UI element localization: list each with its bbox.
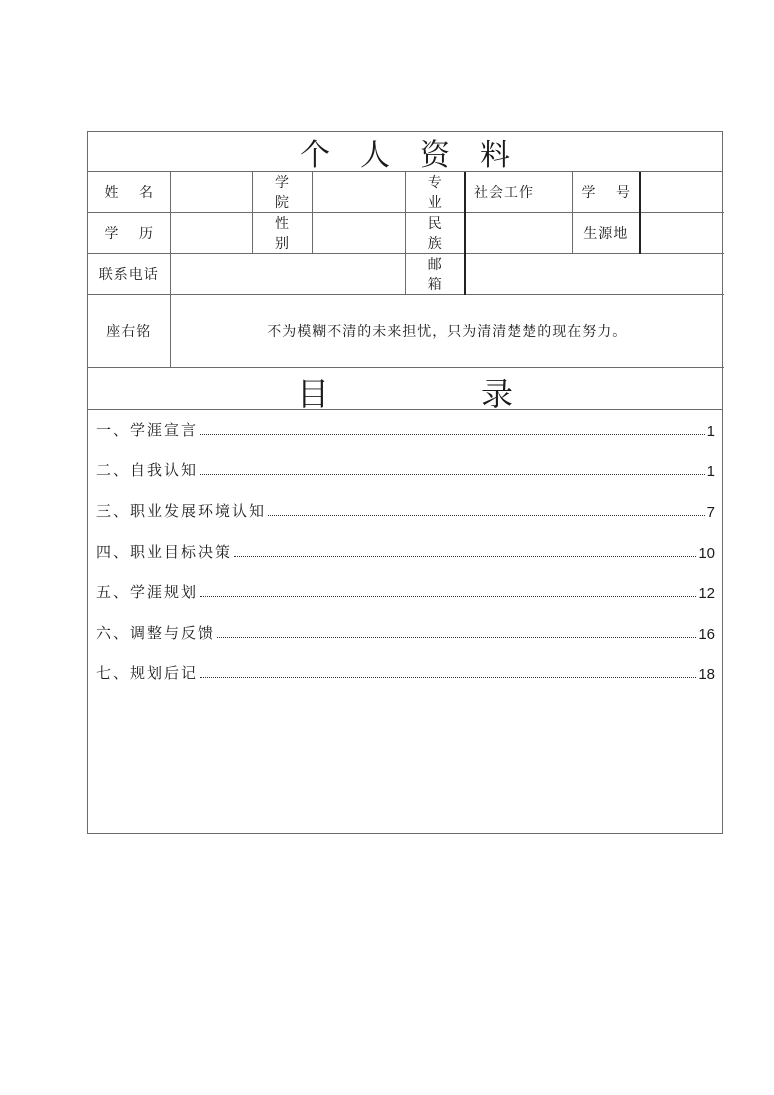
toc-item-page: 16 (698, 626, 715, 643)
toc-leader-dots (268, 515, 705, 516)
origin-value (640, 213, 724, 254)
profile-title: 个人资料 (88, 132, 722, 172)
toc-item-page: 1 (706, 423, 715, 440)
name-value (170, 172, 252, 213)
toc-item-page: 18 (698, 666, 715, 683)
motto-label: 座右铭 (88, 295, 170, 368)
toc-item[interactable] (96, 578, 715, 602)
education-value (170, 213, 252, 254)
toc-leader-dots (200, 677, 696, 678)
toc-item[interactable] (96, 619, 715, 643)
toc-item[interactable] (96, 416, 715, 440)
phone-label: 联系电话 (88, 254, 170, 295)
major-value: 社会工作 (465, 172, 572, 213)
toc-leader-dots (217, 637, 696, 638)
profile-table (88, 172, 724, 368)
toc-title-char-2: 录 (481, 375, 514, 413)
toc-item[interactable] (96, 497, 715, 521)
toc-leader-dots (200, 596, 696, 597)
toc-item-text: 六、调整与反馈 (96, 624, 216, 642)
profile-row-3 (88, 254, 724, 295)
toc-leader-dots (200, 434, 705, 435)
toc-item-text: 五、学涯规划 (96, 583, 199, 601)
name-label: 姓 名 (88, 172, 170, 213)
phone-value (170, 254, 405, 295)
student-id-label: 学 号 (572, 172, 640, 213)
origin-label: 生源地 (572, 213, 640, 254)
major-label: 专 业 (405, 172, 465, 213)
document-sheet (87, 131, 723, 834)
email-label: 邮 箱 (405, 254, 465, 295)
toc-title-char-1: 目 (297, 375, 330, 413)
toc-item[interactable] (96, 538, 715, 562)
toc-item-text: 一、学涯宣言 (96, 421, 199, 439)
toc-item[interactable] (96, 659, 715, 683)
toc-item-text: 二、自我认知 (96, 461, 199, 479)
college-value (312, 172, 405, 213)
toc-item-page: 7 (706, 504, 715, 521)
toc-item-text: 四、职业目标决策 (96, 543, 233, 561)
toc-item-text: 三、职业发展环境认知 (96, 502, 267, 520)
toc-item-page: 1 (706, 463, 715, 480)
gender-label: 性 别 (252, 213, 312, 254)
toc-item-page: 10 (698, 545, 715, 562)
profile-row-4 (88, 295, 724, 368)
student-id-value (640, 172, 724, 213)
education-label: 学 历 (88, 213, 170, 254)
toc-leader-dots (200, 474, 705, 475)
toc-leader-dots (234, 556, 696, 557)
profile-row-1 (88, 172, 724, 213)
profile-row-2 (88, 213, 724, 254)
email-value (465, 254, 724, 295)
motto-value: 不为模糊不清的未来担忧，只为清清楚楚的现在努力。 (170, 295, 724, 368)
gender-value (312, 213, 405, 254)
ethnicity-value (465, 213, 572, 254)
toc-title (88, 368, 722, 413)
toc-item-text: 七、规划后记 (96, 664, 199, 682)
ethnicity-label: 民 族 (405, 213, 465, 254)
toc-item-page: 12 (698, 585, 715, 602)
college-label: 学 院 (252, 172, 312, 213)
toc-item[interactable] (96, 456, 715, 480)
